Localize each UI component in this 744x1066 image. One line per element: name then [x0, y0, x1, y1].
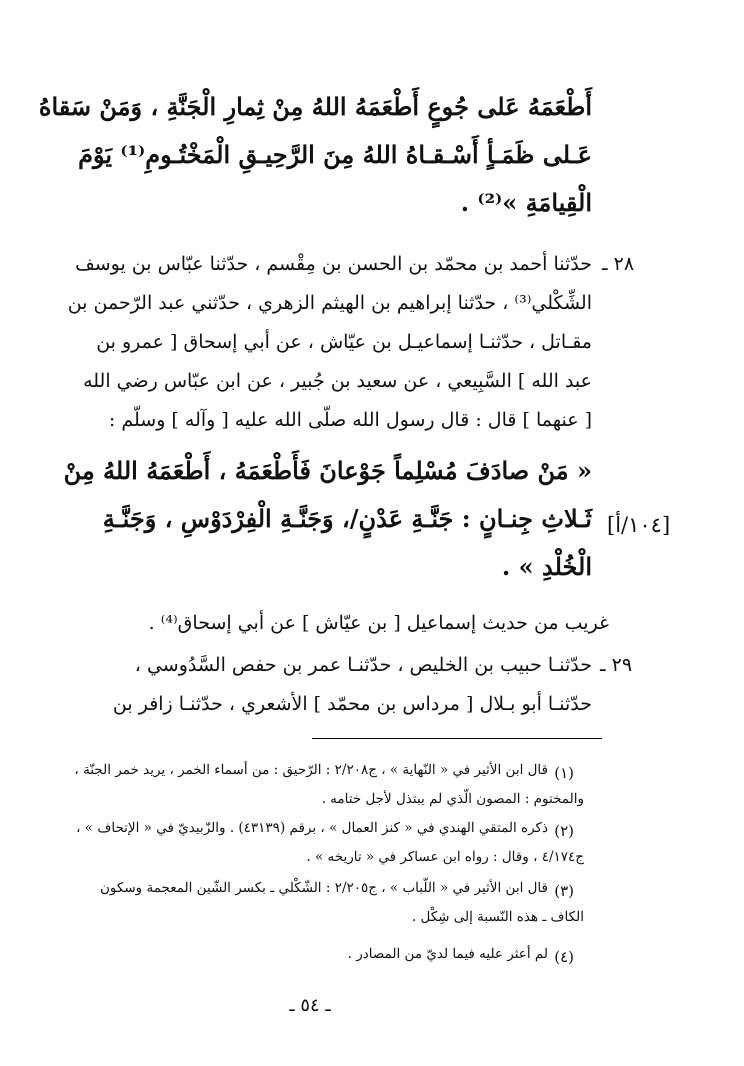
footnote-3-line-1: قال ابن الأثير في « اللّباب » ، ج٢/٢٠٥ : الشّكْلي ـ بكسر الشّين المعجمة وسكون	[99, 880, 548, 896]
footnote-divider	[312, 738, 602, 739]
footnote-3-number: (٣)	[554, 882, 574, 900]
gharib-note: غريب من حديث إسماعيل [ بن عيّاش ] عن أبي إسحاق⁽⁴⁾ .	[148, 612, 609, 634]
footnote-2-line-2: ج٤/١٧٤ ، وقال : رواه ابن عساكر في « تاريخه » .	[306, 849, 584, 865]
footnote-1-line-2: والمختوم : المصون الّذي لم يبتذل لأجل ختامه .	[321, 791, 584, 807]
isnad-28-line-5: [ عنهما ] قال : قال رسول الله صلّى الله عليه [ وآله ] وسلّم :	[108, 409, 592, 431]
hadith-28-line-1: « مَنْ صادَفَ مُسْلِماً جَوْعانَ فَأَطْعَمَهُ ، أَطْعَمَهُ اللهُ مِنْ	[63, 456, 592, 485]
footnote-2-number: (٢)	[554, 822, 574, 840]
isnad-29-line-2: حدّثنـا أبو بـلال [ مرداس بن محمّد ] الأشعري ، حدّثنـا زافر بن	[112, 693, 592, 715]
hadith-27-line-1: أَطْعَمَهُ عَلى جُوعٍ أَطْعَمَهُ اللهُ مِنْ ثِمارِ الْجَنَّةِ ، وَمَنْ سَقاهُ	[38, 92, 592, 121]
footnote-1-number: (١)	[554, 764, 574, 782]
hadith-27-line-3: الْقِيامَةِ »⁽²⁾ .	[460, 188, 592, 217]
footnote-2-line-1: ذكره المتقي الهندي في « كنز العمال » ، برقم (٤٣١٣٩) . والزّبيديّ في « الإتحاف » ،	[76, 820, 548, 836]
footnote-4-line-1: لم أعثر عليه فيما لديّ من المصادر .	[347, 946, 548, 962]
footnote-3-line-2: الكاف ـ هذه النّسبة إلى شِكْل .	[411, 909, 584, 925]
isnad-29-line-1: حدّثنـا حبيب بن الخليص ، حدّثنـا عمر بن حفص السَّدُوسي ،	[134, 654, 592, 676]
narration-number-29: ٢٩ ـ	[600, 654, 633, 676]
isnad-28-line-2: الشِّكْلي⁽³⁾ ، حدّثنا إبراهيم بن الهيثم الزهري ، حدّثني عبد الرّحمن بن	[67, 292, 592, 314]
footnote-4-number: (٤)	[554, 948, 574, 966]
page-number: ـ ٥٤ ـ	[289, 995, 331, 1016]
isnad-28-line-3: مقـاتل ، حدّثنـا إسماعيـل بن عيّاش ، عن أبي إسحاق [ عمرو بن	[96, 331, 592, 353]
footnote-1-line-1: قال ابن الأثير في « النّهاية » ، ج٢/٢٠٨ : الرّحيق : من أسماء الخمر ، يريد خمر الجنّة ،	[74, 762, 548, 778]
isnad-28-line-1: حدّثنا أحمد بن محمّد بن الحسن بن مِقْسم ، حدّثنا عبّاس بن يوسف	[75, 253, 592, 275]
narration-number-28: ٢٨ ـ	[602, 253, 635, 275]
isnad-28-line-4: عبد الله ] السَّبِيعي ، عن سعيد بن جُبير ، عن ابن عبّاس رضي الله	[83, 370, 592, 392]
manuscript-folio-ref: [١٠٤/أ]	[607, 513, 671, 537]
hadith-28-line-2: ثَـلاثِ جِنـانٍ : جَنَّـةِ عَدْنٍ/، وَجَنَّـةِ الْفِرْدَوْسِ ، وَجَنَّـةِ	[102, 504, 592, 533]
hadith-28-line-3: الْخُلْدِ » .	[501, 552, 592, 581]
hadith-27-line-2: عَـلى ظَمَـأٍ أَسْـقـاهُ اللهُ مِنَ الرَّحِيـقِ الْمَخْتُـومِ⁽¹⁾ يَوْمَ	[78, 140, 592, 169]
